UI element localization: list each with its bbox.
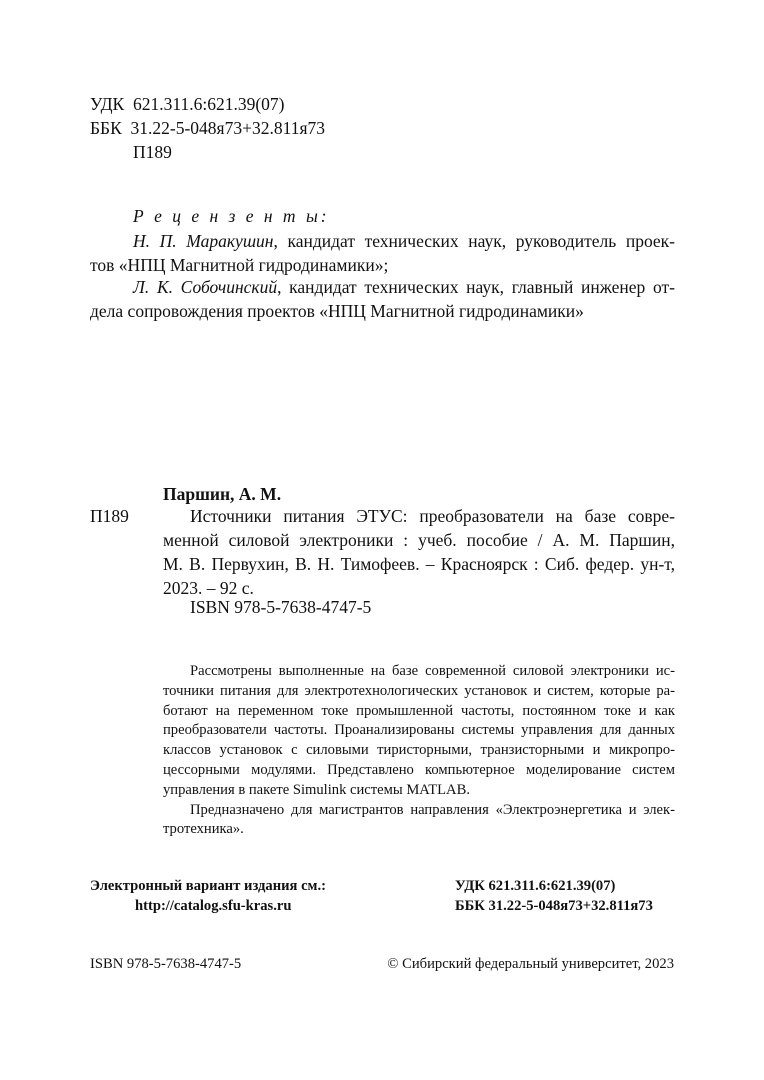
abstract-line-1: Рассмотрены выполненные на базе современной силовой электроники ис-	[190, 663, 675, 679]
bbk-line	[90, 116, 325, 140]
bbk-label: ББК	[90, 118, 122, 138]
reviewers-heading: Р е ц е н з е н т ы:	[133, 206, 330, 226]
record-line-1: Источники питания ЭТУС: преобразователи на базе совре-	[190, 506, 675, 526]
reviewer-2-line2: дела сопровождения проектов «НПЦ Магнитной гидродинамики»	[90, 301, 584, 321]
udk-value: 621.311.6:621.39(07)	[132, 94, 285, 114]
copyright: © Сибирский федеральный университет, 2023	[387, 956, 674, 972]
record-line-4: 2023. – 92 с.	[163, 578, 254, 598]
udk-line	[90, 92, 284, 116]
footer-isbn: ISBN 978-5-7638-4747-5	[90, 956, 242, 972]
abstract-line-2: точники питания для электротехнологических установок и систем, которые ра-	[163, 682, 675, 699]
reviewer-2	[90, 275, 675, 323]
reviewer-1-line2: тов «НПЦ Магнитной гидродинамики»;	[90, 255, 389, 275]
record-line-3: М. В. Первухин, В. Н. Тимофеев. – Красноярск : Сиб. федер. ун-т,	[163, 554, 675, 574]
audience-line-2: тротехника».	[163, 821, 244, 838]
electronic-version-url[interactable]: http://catalog.sfu-kras.ru	[135, 898, 292, 914]
audience-line-1: Предназначено для магистрантов направления «Электроэнергетика и элек-	[190, 801, 675, 818]
abstract-line-3: ботают на переменном токе промышленной частоты, постоянном токе и как	[163, 702, 675, 719]
electronic-version-label: Электронный вариант издания см.:	[90, 878, 327, 894]
abstract-line-7: управления в пакете Simulink системы MATLAB.	[163, 781, 470, 798]
record-line-2: менной силовой электроники : учеб. пособие / А. М. Паршин,	[163, 530, 675, 550]
abstract-line-5: классов установок с силовыми тиристорными, транзисторными и микропро-	[163, 742, 675, 759]
reviewer-1-title: , кандидат технических наук, руководитель проек-	[273, 231, 676, 251]
record-author: Паршин, А. М.	[163, 484, 282, 504]
reviewer-1	[90, 229, 675, 277]
reviewer-1-line1	[90, 229, 675, 253]
reviewer-2-title: , кандидат технических наук, главный инженер от-	[277, 277, 675, 297]
reviewer-2-line1	[90, 275, 675, 299]
abstract	[163, 662, 675, 840]
abstract-line-4: преобразователи частоты. Проанализированы системы управления для данных	[163, 722, 675, 739]
author-mark-record: П189	[90, 506, 129, 526]
record-isbn: ISBN 978-5-7638-4747-5	[190, 597, 372, 617]
footer-udk: УДК 621.311.6:621.39(07)	[455, 878, 616, 894]
reviewer-2-name: Л. К. Собочинский	[133, 277, 278, 297]
abstract-line-6: цессорными модулями. Представлено компьютерное моделирование систем	[163, 761, 675, 778]
reviewer-1-name: Н. П. Маракушин	[133, 231, 274, 251]
author-mark-top: П189	[133, 142, 172, 162]
bbk-value: 31.22-5-048я73+32.811я73	[130, 118, 326, 138]
record-description	[163, 504, 675, 600]
udk-label: УДК	[90, 94, 125, 114]
footer-bbk: ББК 31.22-5-048я73+32.811я73	[455, 898, 653, 914]
